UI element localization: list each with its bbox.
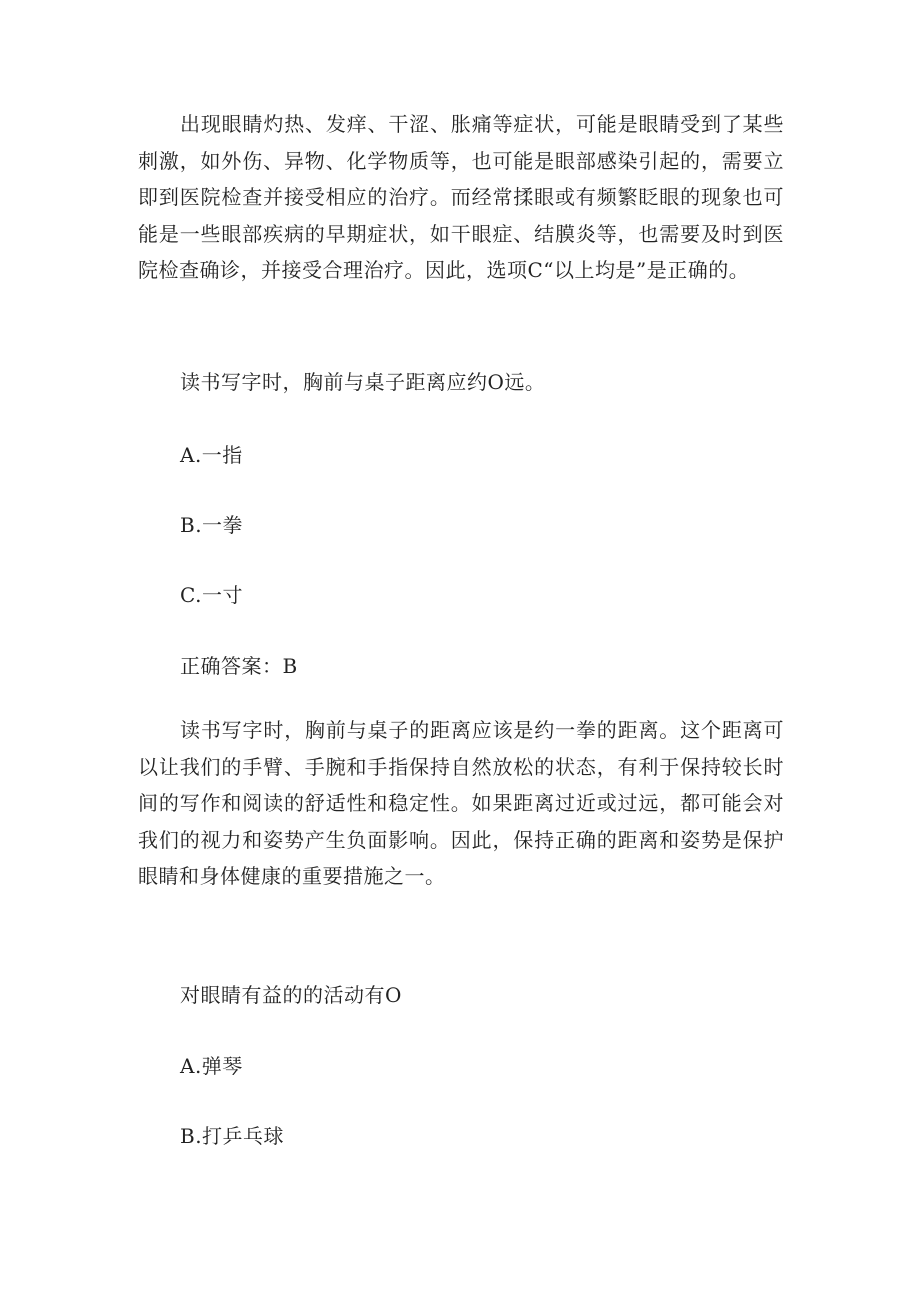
question-1-explanation: 读书写字时，胸前与桌子的距离应该是约一拳的距离。这个距离可以让我们的手臂、手腕和手指保持自然放松的状态，有利于保持较长时间的写作和阅读的舒适性和稳定性。如果距离过近或过远，都可能会对我们的视力和姿势产生负面影响。因此，保持正确的距离和姿势是保护眼睛和身体健康的重要措施之一。 (138, 718, 784, 888)
question-1-option-a: A.一指 (180, 443, 243, 467)
question-2-option-a: A.弹琴 (180, 1054, 243, 1078)
question-1-option-b: B.一拳 (180, 513, 244, 537)
question-2-stem: 对眼睛有益的的活动有O (180, 983, 402, 1007)
question-1-stem: 读书写字时，胸前与桌子距离应约O远。 (180, 370, 546, 394)
question-1-option-c: C.一寸 (180, 583, 243, 607)
paragraph-eye-symptoms: 出现眼睛灼热、发痒、干涩、胀痛等症状，可能是眼睛受到了某些刺激，如外伤、异物、化学物质等，也可能是眼部感染引起的，需要立即到医院检查并接受相应的治疗。而经常揉眼或有频繁眨眼的现象也可能是一些眼部疾病的早期症状，如干眼症、结膜炎等，也需要及时到医院检查确诊，并接受合理治疗。因此，选项C“以上均是”是正确的。 (138, 112, 784, 282)
question-1-answer: 正确答案：B (180, 654, 298, 678)
question-2-option-b: B.打乒乓球 (180, 1124, 285, 1148)
